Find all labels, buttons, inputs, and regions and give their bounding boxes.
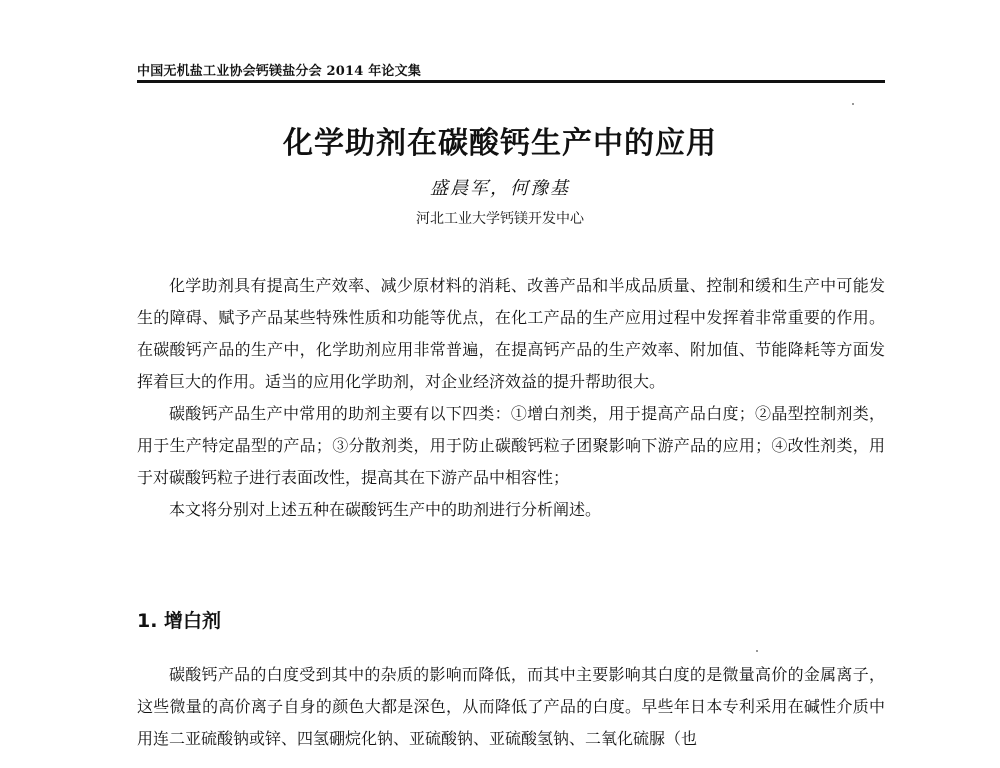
scan-speck — [756, 650, 758, 652]
intro-body — [137, 270, 885, 526]
running-header: 中国无机盐工业协会钙镁盐分会 2014 年论文集 — [137, 64, 422, 79]
intro-paragraph-1: 化学助剂具有提高生产效率、减少原材料的消耗、改善产品和半成品质量、控制和缓和生产中可能发生的障碍、赋予产品某些特殊性质和功能等优点，在化工产品的生产应用过程中发挥着非常重要的作用。在碳酸钙产品的生产中，化学助剂应用非常普遍，在提高钙产品的生产效率、附加值、节能降耗等方面发挥着巨大的作用。适当的应用化学助剂，对企业经济效益的提升帮助很大。 — [137, 276, 885, 391]
intro-paragraph-3: 本文将分别对上述五种在碳酸钙生产中的助剂进行分析阐述。 — [169, 500, 602, 519]
paper-authors: 盛晨军，何豫基 — [430, 178, 570, 199]
section-1-paragraph: 碳酸钙产品的白度受到其中的杂质的影响而降低，而其中主要影响其白度的是微量高价的金属离子，这些微量的高价离子自身的颜色大都是深色，从而降低了产品的白度。早些年日本专利采用在碱性介质中用连二亚硫酸钠或锌、四氢硼烷化钠、亚硫酸钠、亚硫酸氢钠、二氧化硫脲（也 — [137, 665, 885, 748]
paper-affiliation: 河北工业大学钙镁开发中心 — [416, 211, 584, 227]
paper-title: 化学助剂在碳酸钙生产中的应用 — [283, 126, 717, 161]
section-1-body — [137, 659, 885, 755]
intro-paragraph-2: 碳酸钙产品生产中常用的助剂主要有以下四类：①增白剂类，用于提高产品白度；②晶型控制剂类，用于生产特定晶型的产品；③分散剂类，用于防止碳酸钙粒子团聚影响下游产品的应用；④改性剂类，用于对碳酸钙粒子进行表面改性，提高其在下游产品中相容性； — [137, 404, 885, 487]
scan-speck — [852, 103, 854, 105]
header-rule — [137, 80, 885, 83]
section-1-heading: 1. 增白剂 — [137, 610, 222, 632]
